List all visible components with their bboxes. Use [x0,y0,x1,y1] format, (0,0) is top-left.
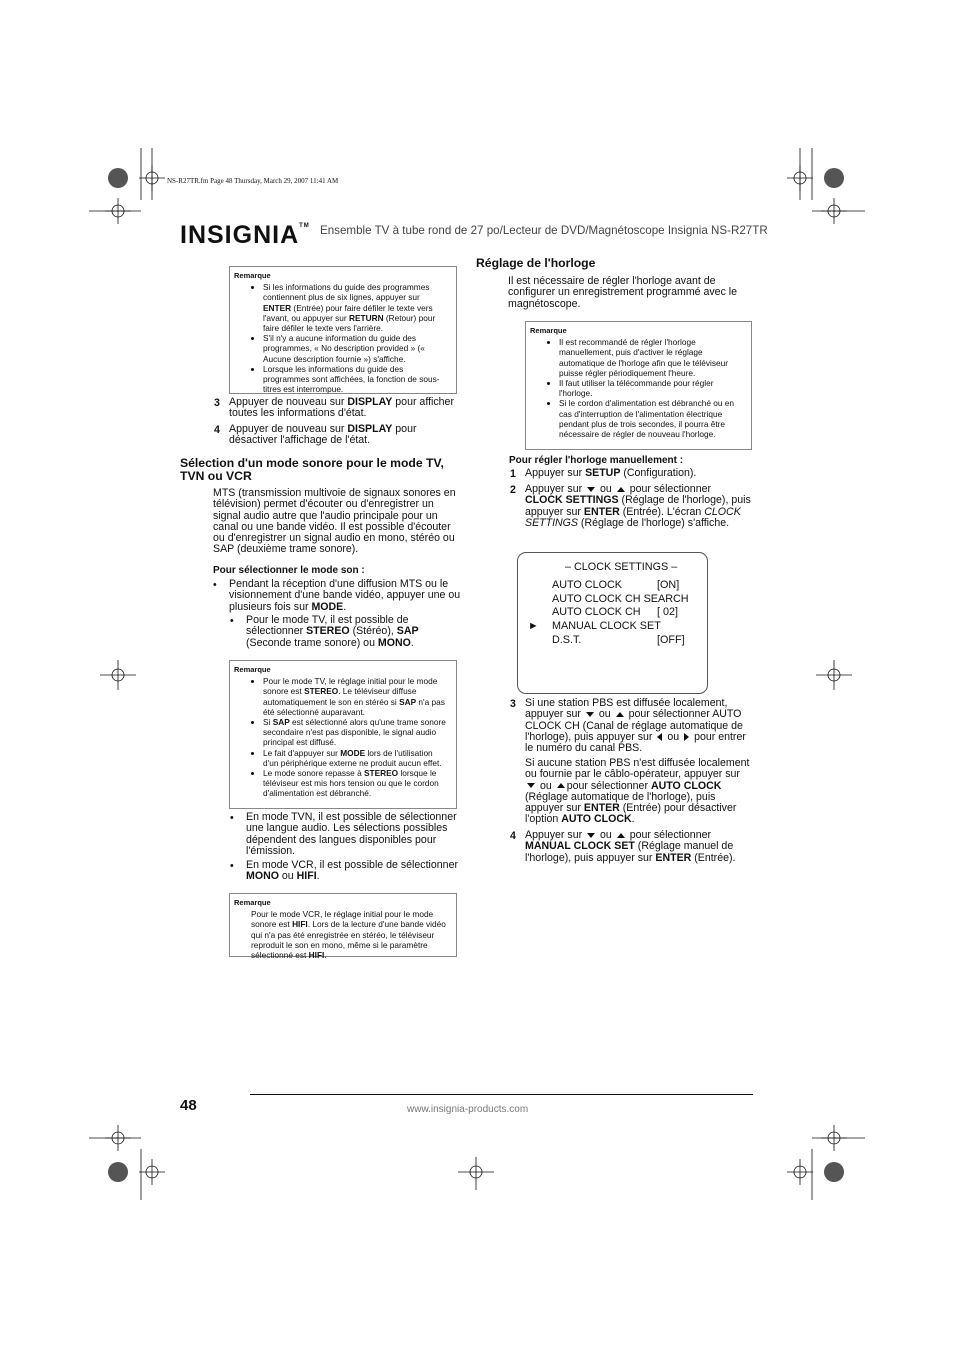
osd-title: – CLOCK SETTINGS – [565,561,678,573]
step-3-alt-text: Si aucune station PBS n'est diffusée localement ou fournie par le câblo-opérateur, appuyer sur ou pour sélectionner AUTO CLOCK (Réglage automatique de l'horloge), puis appuyer sur ENTER (Entrée) pour désactiver l'option AUTO CLOCK. [525,757,750,826]
insignia-logo: INSIGNIA™ [180,221,310,249]
note-label: Remarque [234,665,271,674]
osd-row-auto-clock-ch: AUTO CLOCK CH [552,606,641,618]
step-1-text: Appuyer sur SETUP (Configuration). [525,467,697,479]
note-item: • Il faut utiliser la télécommande pour régler l'horloge. [559,378,745,398]
note-item: • Si le cordon d'alimentation est débranché ou en cas d'interruption de l'alimentation électrique pendant plus de trois secondes, il pourra être nécessaire de régler de nouveau l'horloge. [559,398,745,439]
up-arrow-icon [616,712,624,717]
osd-row-auto-clock-ch-search: AUTO CLOCK CH SEARCH [552,593,689,605]
note-item: • Si les informations du guide des programmes contiennent plus de six lignes, appuyer sur ENTER (Entrée) pour faire défiler le texte vers l'avant, ou appuyer sur RETURN (Retour) pour faire défiler le texte vers l'arrière. [263,282,450,333]
sound-mode-subheading: Pour sélectionner le mode son : [213,565,365,576]
bullet: • [213,579,217,591]
note-label: Remarque [530,326,567,335]
note-item: • S'il n'y a aucune information du guide des programmes, « No description provided » (« Aucune description fournie ») s'affiche. [263,333,450,364]
sound-mode-heading: Sélection d'un mode sonore pour le mode TV, TVN ou VCR [180,456,444,483]
osd-row-manual-clock-set: MANUAL CLOCK SET [552,620,661,632]
step-number: 4 [510,830,516,842]
footer-url[interactable]: www.insignia-products.com [407,1104,529,1115]
step-4-text: Appuyer sur ou pour sélectionner MANUAL CLOCK SET (Réglage manuel de l'horloge), puis appuyer sur ENTER (Entrée). [525,829,736,864]
osd-row-auto-clock: AUTO CLOCK [552,579,622,591]
step-number: 4 [214,424,220,436]
note-item: • Le mode sonore repasse à STEREO lorsque le téléviseur est mis hors tension ou que le cordon d'alimentation est débranché. [263,768,450,799]
up-arrow-icon [617,487,625,492]
osd-row-dst: D.S.T. [552,634,582,646]
clock-heading: Réglage de l'horloge [476,256,596,270]
step-3-text: Si une station PBS est diffusée localement, appuyer sur ou pour sélectionner AUTO CLOCK CH (Canal de réglage automatique de l'horloge), puis appuyer sur ou pour entrer le numéro du canal PBS. [525,697,746,755]
bullet: • [230,615,234,627]
mts-intro: MTS (transmission multivoie de signaux sonores en télévision) permet d'écouter ou d'enregistrer un signal audio autre que l'audio principale pour un canal ou une bande vidéo. Il est possible d'écouter ou d'enregistrer un signal audio en mono, stéréo ou SAP (deuxième trame sonore). [213,487,456,556]
bullet: • [230,812,234,824]
step-2-text: Appuyer sur ou pour sélectionner CLOCK SETTINGS (Réglage de l'horloge), puis appuyer sur ENTER (Entrée). L'écran CLOCK SETTINGS (Réglage de l'horloge) s'affiche. [525,483,751,529]
note-item: • Il est recommandé de régler l'horloge manuellement, puis d'activer le réglage automatique de l'horloge afin que le téléviseur puisse régler périodiquement l'heure. [559,337,745,378]
down-arrow-icon [587,833,595,838]
bullet-vcr-mode-text: En mode VCR, il est possible de sélectionner MONO ou HIFI. [246,859,458,883]
clock-intro: Il est nécessaire de régler l'horloge avant de configurer un enregistrement programmé avec le magnétoscope. [508,275,738,310]
up-arrow-icon [617,833,625,838]
left-arrow-icon [657,733,662,741]
note-box-4 [525,321,752,450]
clock-settings-screen [517,552,708,694]
note-item: • Le fait d'appuyer sur MODE lors de l'utilisation d'un périphérique externe ne produit aucun effet. [263,748,450,768]
down-arrow-icon [587,487,595,492]
note-box-2 [229,660,457,809]
bullet-tv-mode-text: Pour le mode TV, il est possible de sélectionner STEREO (Stéréo), SAP (Seconde trame sonore) ou MONO. [246,614,419,649]
footer-rule [250,1094,753,1095]
step-number: 2 [510,484,516,496]
header-title: Ensemble TV à tube rond de 27 po/Lecteur de DVD/Magnétoscope Insignia NS-R27TR [320,224,768,237]
note-box-3 [229,893,457,961]
note-box-1 [229,266,457,394]
clock-subheading: Pour régler l'horloge manuellement : [509,455,684,466]
step-3-text: Appuyer de nouveau sur DISPLAY pour afficher toutes les informations d'état. [229,396,454,420]
note-item: • Lorsque les informations du guide des programmes sont affichées, la fonction de sous-titres est interrompue. [263,364,450,395]
bullet: • [230,860,234,872]
step-number: 3 [510,698,516,710]
osd-cursor-icon: ► [528,620,539,632]
osd-value-auto-clock-ch: [ 02] [657,606,679,618]
note-item: • Pour le mode TV, le réglage initial pour le mode sonore est STEREO. Le téléviseur diffuse automatiquement le son en stéréo si SAP n'a pas été sélectionné auparavant. [263,676,450,717]
right-arrow-icon [684,733,689,741]
down-arrow-icon [586,712,594,717]
note-label: Remarque [234,271,271,280]
down-arrow-icon [527,783,535,788]
step-4-text: Appuyer de nouveau sur DISPLAY pour désactiver l'affichage de l'état. [229,423,417,447]
page-number: 48 [180,1097,197,1114]
note-label: Remarque [234,898,271,907]
up-arrow-icon [557,783,565,788]
osd-value-auto-clock: [ON] [657,579,680,591]
bullet-mode-text: Pendant la réception d'une diffusion MTS ou le visionnement d'une bande vidéo, appuyer une ou plusieurs fois sur MODE. [229,578,461,613]
note-item: • Si SAP est sélectionné alors qu'une trame sonore secondaire n'est pas disponible, le signal audio principal est diffusé. [263,717,450,748]
file-info: NS-R27TR.fm Page 48 Thursday, March 29, 2007 11:41 AM [167,177,339,185]
step-number: 3 [214,397,220,409]
step-number: 1 [510,468,516,480]
bullet-tvn-mode-text: En mode TVN, il est possible de sélectionner une langue audio. Les sélections possibles dépendent des langues disponibles pour l'émission. [246,811,457,857]
note-item: Pour le mode VCR, le réglage initial pour le mode sonore est HIFI. Lors de la lecture d'une bande vidéo qui n'a pas été enregistrée en stéréo, le téléviseur reproduit le son en mono, même si le paramètre sélectionné est HIFI. [251,909,446,961]
osd-value-dst: [OFF] [657,634,685,646]
